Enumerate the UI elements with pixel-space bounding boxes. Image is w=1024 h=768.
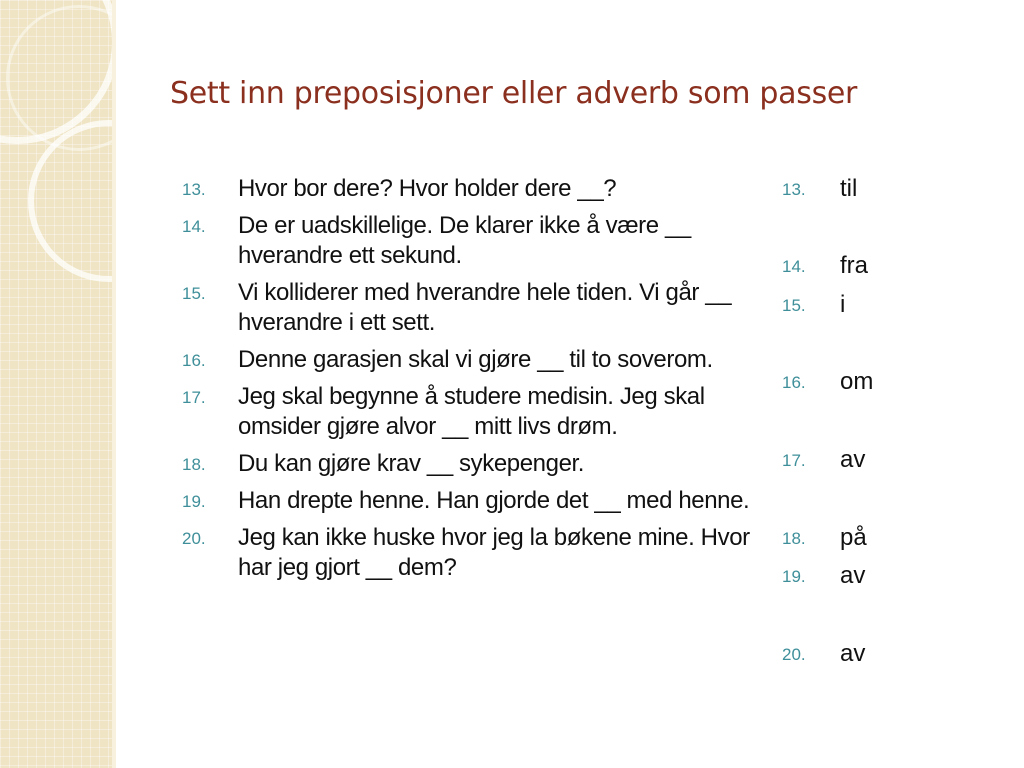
- answer-number: 17.: [782, 451, 806, 470]
- slide-title: Sett inn preposisjoner eller adverb som passer: [170, 76, 858, 111]
- sidebar-edge: [112, 0, 116, 768]
- question-number: 14.: [182, 217, 206, 236]
- answer-text: fra: [840, 252, 869, 279]
- question-item: [182, 449, 752, 479]
- question-text: Denne garasjen skal vi gjøre __ til to soverom.: [238, 346, 713, 373]
- question-text: Du kan gjøre krav __ sykepenger.: [238, 450, 585, 477]
- question-item: [182, 345, 752, 375]
- question-number: 13.: [182, 180, 206, 199]
- answer-text: av: [840, 640, 866, 667]
- answer-text: på: [840, 524, 867, 551]
- question-text: Jeg kan ikke huske hvor jeg la bøkene mine. Hvor har jeg gjort __ dem?: [238, 524, 750, 581]
- answer-text: av: [840, 446, 866, 473]
- question-item: [182, 382, 752, 442]
- answer-text: av: [840, 562, 866, 589]
- question-text: Han drepte henne. Han gjorde det __ med henne.: [238, 487, 750, 514]
- question-item: [182, 211, 752, 271]
- question-text: Jeg skal begynne å studere medisin. Jeg skal omsider gjøre alvor __ mitt livs drøm.: [238, 383, 705, 440]
- answer-number: 15.: [782, 296, 806, 315]
- answer-number: 20.: [782, 645, 806, 664]
- answer-text: til: [840, 175, 858, 202]
- question-item: [182, 523, 752, 583]
- answer-text: i: [840, 291, 846, 318]
- question-number: 17.: [182, 388, 206, 407]
- answer-number: 14.: [782, 257, 806, 276]
- question-text: Vi kolliderer med hverandre hele tiden. Vi går __ hverandre i ett sett.: [238, 279, 732, 336]
- answer-number: 19.: [782, 567, 806, 586]
- answer-number: 16.: [782, 373, 806, 392]
- answer-number: 18.: [782, 529, 806, 548]
- answer-number: 13.: [782, 180, 806, 199]
- decorative-ring: [28, 120, 112, 282]
- answer-text: om: [840, 368, 874, 395]
- question-number: 16.: [182, 351, 206, 370]
- question-item: [182, 278, 752, 338]
- question-item: [182, 486, 752, 516]
- question-item: [182, 174, 752, 204]
- question-text: De er uadskillelige. De klarer ikke å være __ hverandre ett sekund.: [238, 212, 691, 269]
- question-number: 20.: [182, 529, 206, 548]
- question-number: 15.: [182, 284, 206, 303]
- question-number: 18.: [182, 455, 206, 474]
- decorative-sidebar: [0, 0, 112, 768]
- question-list: [182, 174, 752, 590]
- question-text: Hvor bor dere? Hvor holder dere __?: [238, 175, 617, 202]
- question-number: 19.: [182, 492, 206, 511]
